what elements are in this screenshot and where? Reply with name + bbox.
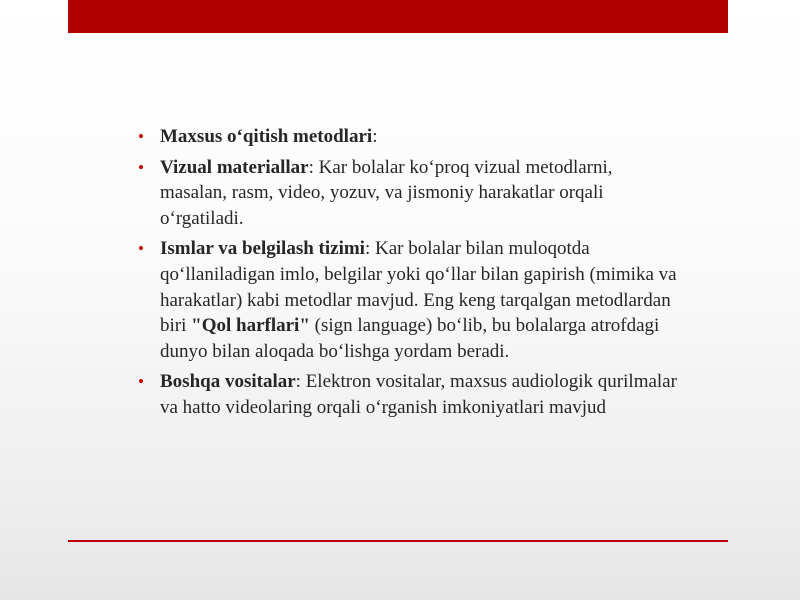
bullet-item-maxsus [138,124,678,150]
bullet-icon: • [138,157,144,177]
bullet-icon: • [138,127,144,146]
bullet-icon: • [138,239,144,259]
bullet-item-vizual [138,155,678,232]
bullet-text: : Kar bolalar ko‘proq vizual metodlarni, masalan, rasm, video, yozuv, va jismoniy harakatlar orqali o‘rgatiladi. [160,156,613,229]
bullet-heading: Maxsus o‘qitish metodlari [160,126,373,147]
bullet-text-continued: (sign language) bo‘lib, bu bolalarga atrofdagi dunyo bilan aloqada bo‘lishga yordam beradi. [160,315,660,362]
bullet-heading: Ismlar va belgilash tizimi [160,238,365,260]
bullet-item-ismlar [138,236,678,364]
header-accent-bar [68,0,728,33]
bullet-icon: • [138,372,144,392]
bullet-text: : Kar bolalar bilan muloqotda qo‘llaniladigan imlo, belgilar yoki qo‘llar bilan gapirish (mimika va harakatlar) kabi metodlar mavjud. Eng keng tarqalgan metodlardan biri [160,238,677,337]
slide-content [138,124,678,426]
bullet-text: : [372,126,378,147]
bullet-text: : Elektron vositalar, maxsus audiologik qurilmalar va hatto videolaring orqali o‘rganish imkoniyatlari mavjud [160,371,677,418]
bullet-list [138,124,678,421]
bullet-item-boshqa [138,369,678,420]
bullet-heading: Vizual materiallar [160,156,309,178]
footer-divider-line [68,540,728,542]
bullet-heading: Boshqa vositalar [160,371,296,393]
bullet-emphasis: "Qol harflari" [191,315,310,337]
